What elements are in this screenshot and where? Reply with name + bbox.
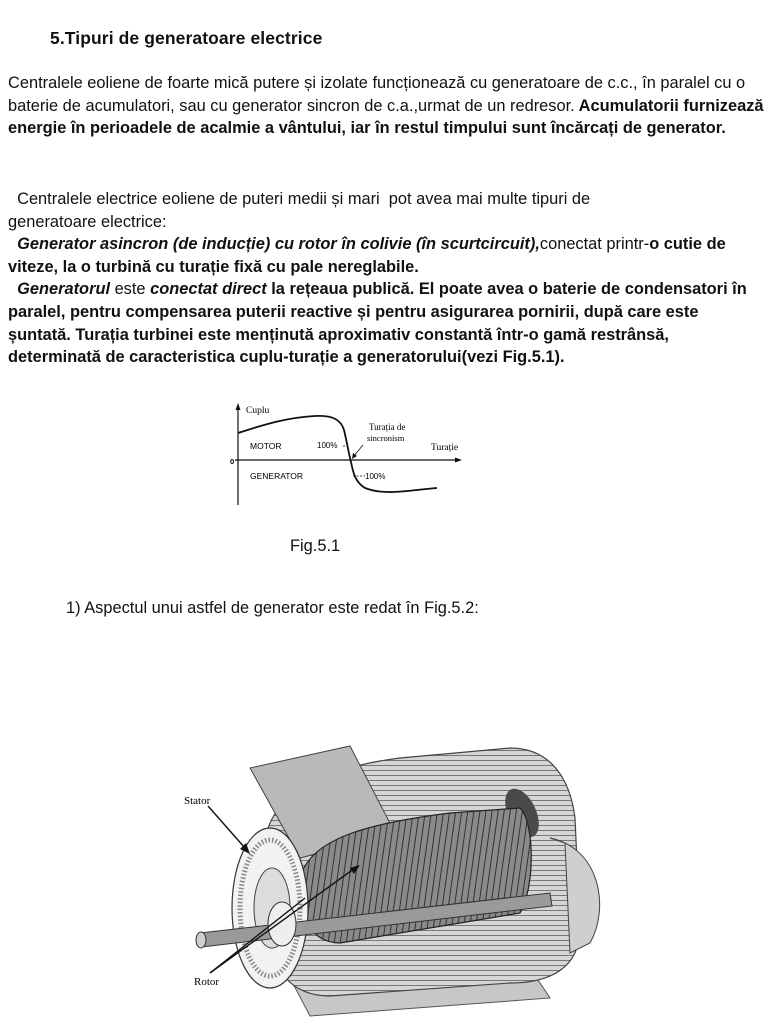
motor-label: MOTOR [250,441,282,451]
stator-label: Stator [184,795,211,807]
x-axis-label: Turație [431,443,459,453]
y-axis-arrow [236,403,241,410]
stator-pointer [208,806,245,848]
generator-label: GENERATOR [250,471,304,481]
paragraph-bold-text: Acumulatorii furnizează energie în perioadele de acalmie a vântului, iar în restul timpului sunt încărcați de generator. [8,96,764,138]
paragraph-small-turbines [8,72,764,140]
paragraph-medium-large-turbines [8,188,764,369]
sync-speed-label-line2: sincronism [367,433,405,443]
stator-end-winding [232,828,308,988]
generator-term: Generatorul [17,280,111,299]
y-axis-label: Cuplu [246,406,270,416]
generator-cutaway-illustration [170,728,620,1018]
connector-text: este [110,280,151,299]
origin-label: 0 [230,457,235,466]
shaft-end [196,932,206,948]
async-generator-term: Generator asincron (de inducție) cu rotor în colivie (în scurtcircuit), [17,235,540,254]
list-item-1: 1) Aspectul unui astfel de generator este redat în Fig.5.2: [66,599,479,617]
sync-speed-label-line1: Turația de [369,422,406,432]
sync-pointer-arrow [352,453,357,459]
paragraph-line: generatoare electrice: [8,212,167,231]
async-generator-bold: o cutie de viteze, la o turbină cu turație fixă cu pale nereglabile. [8,235,726,276]
direct-connection-term: conectat direct [150,280,267,299]
generator-100-label: 100% [365,472,386,481]
figure-caption: Fig.5.1 [290,537,341,555]
async-generator-paragraph [8,233,764,278]
paragraph-line: Centralele electrice eoliene de puteri medii și mari pot avea mai multe tipuri de [8,190,591,208]
x-axis-arrow [455,458,462,463]
direct-connection-text: la rețeaua publică. El poate avea o baterie de condensatori în paralel, pentru compensarea puterii reactive și pentru asigurarea pornirii, după care este șuntată. Turația turbinei este menținută aproximativ constantă într-o gamă restrânsă, determinată de caracteristica cuplu-turație a generatorului(vezi Fig.5.1). [8,280,747,367]
motor-100-label: 100% [317,441,338,450]
torque-speed-diagram [225,400,475,510]
section-heading: 5.Tipuri de generatoare electrice [50,28,323,48]
rotor-label: Rotor [194,976,220,988]
async-generator-plain: conectat printr- [539,235,650,254]
paragraph-text: Centralele eoliene de foarte mică putere și izolate funcționează cu generatoare de c.c., în paralel cu o baterie de acumulatori, sau cu generator sincron de c.a.,urmat de un redresor. [8,74,746,115]
direct-connection-paragraph [8,278,764,368]
